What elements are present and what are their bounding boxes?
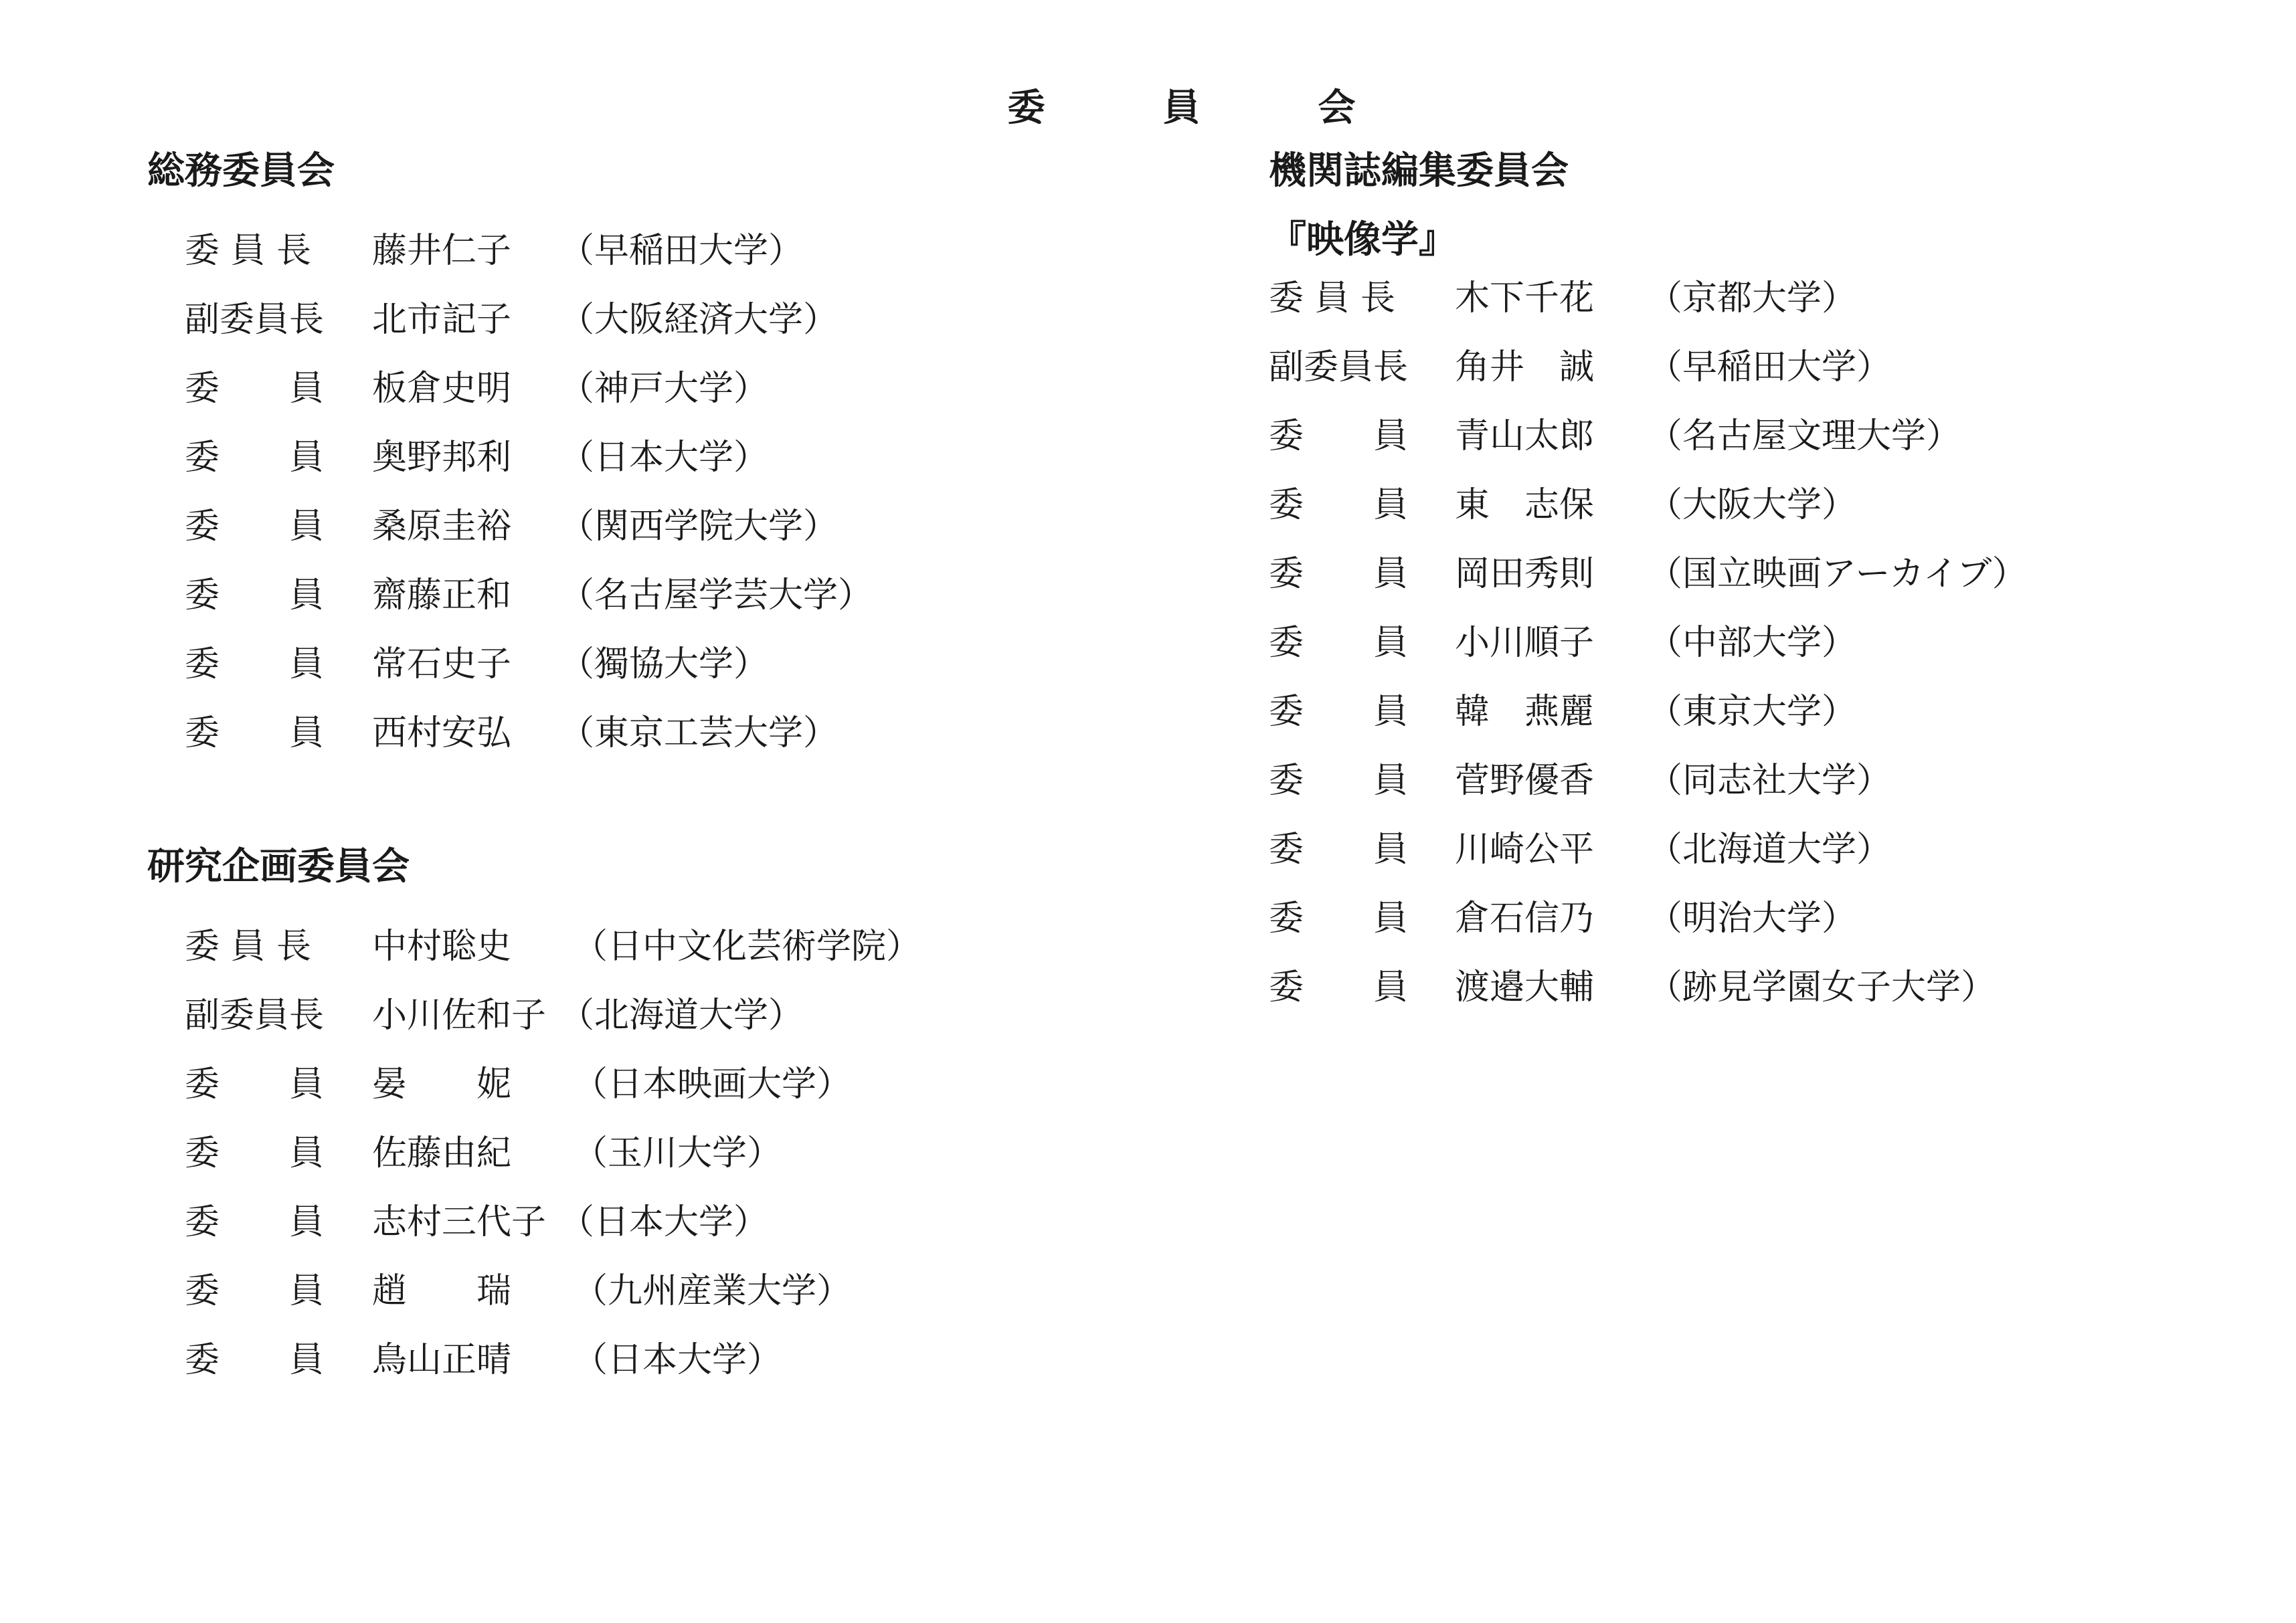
member-row [1269,747,2273,816]
member-role: 委 員 [1269,898,1409,939]
member-role: 委 員 [1269,623,1409,663]
member-role: 委 員 長 [185,231,312,271]
section-heading-journal-editorial: 機関誌編集委員会 [1269,149,1569,193]
member-affiliation: （名古屋学芸大学） [559,575,873,615]
member-role: 委 員 [185,713,325,753]
journal-title: 『映像学』 [1269,218,1456,262]
member-affiliation: （明治大学） [1648,898,1857,939]
member-row [147,217,1164,286]
member-name: 青山太郎 [1455,416,1595,456]
member-affiliation: （九州産業大学） [573,1271,852,1311]
member-name: 岡田秀則 [1455,554,1595,594]
member-name: 西村安弘 [372,713,512,753]
member-row [1269,471,2273,540]
member-name: 常石史子 [372,644,512,684]
member-affiliation: （北海道大学） [1648,830,1892,870]
member-role: 委 員 [185,644,325,684]
member-name: 鳥山正晴 [372,1340,512,1380]
member-list-research-planning [147,913,1164,1395]
member-affiliation: （跡見学園女子大学） [1648,967,1996,1008]
member-row [147,1050,1164,1119]
member-row [1269,333,2273,402]
member-row [147,561,1164,630]
member-row [147,913,1164,981]
member-affiliation: （関西学院大学） [559,506,838,547]
member-name: 板倉史明 [372,369,512,409]
member-affiliation: （京都大学） [1648,278,1857,318]
member-name: 佐藤由紀 [372,1133,512,1173]
member-affiliation: （獨協大学） [559,644,769,684]
left-column [147,147,1164,1395]
member-name: 志村三代子 [372,1202,547,1242]
member-name: 晏 妮 [372,1064,512,1105]
member-row [147,1257,1164,1326]
member-affiliation: （国立映画アーカイブ） [1648,554,2027,594]
member-role: 委 員 [185,1064,325,1105]
member-row [147,286,1164,355]
member-affiliation: （大阪経済大学） [559,300,838,340]
right-column [1269,147,2273,1022]
member-role: 委 員 長 [185,927,312,967]
member-role: 委 員 [185,1202,325,1242]
member-name: 東 志保 [1455,485,1595,525]
page-title: 委 員 会 [1007,86,1396,130]
member-role: 委 員 [1269,554,1409,594]
member-name: 角井 誠 [1455,347,1595,387]
member-affiliation: （東京工芸大学） [559,713,838,753]
member-name: 桑原圭裕 [372,506,512,547]
member-name: 菅野優香 [1455,761,1595,801]
member-affiliation: （日本映画大学） [573,1064,852,1105]
member-name: 小川順子 [1455,623,1595,663]
member-role: 委 員 [1269,761,1409,801]
member-role: 委 員 [185,575,325,615]
member-row [147,355,1164,423]
member-row [147,492,1164,561]
member-row [1269,609,2273,678]
member-role: 委 員 [185,1133,325,1173]
member-row [1269,540,2273,609]
member-role: 委 員 [185,1271,325,1311]
member-affiliation: （日本大学） [559,438,769,478]
member-name: 藤井仁子 [372,231,512,271]
section-heading-general-affairs: 総務委員会 [147,149,335,193]
member-row [147,1326,1164,1395]
member-row [147,423,1164,492]
member-affiliation: （早稲田大学） [1648,347,1892,387]
member-name: 倉石信乃 [1455,898,1595,939]
member-affiliation: （玉川大学） [573,1133,782,1173]
member-row [147,1119,1164,1188]
member-name: 渡邉大輔 [1455,967,1595,1008]
member-role: 副委員長 [185,995,325,1036]
member-role: 委 員 [185,506,325,547]
member-row [1269,264,2273,333]
member-name: 韓 燕麗 [1455,692,1595,732]
member-affiliation: （北海道大学） [559,995,804,1036]
section-heading-research-planning: 研究企画委員会 [147,845,410,888]
member-row [1269,402,2273,471]
member-name: 川崎公平 [1455,830,1595,870]
member-role: 委 員 [185,438,325,478]
member-affiliation: （日本大学） [559,1202,769,1242]
member-affiliation: （早稲田大学） [559,231,804,271]
member-row [1269,884,2273,953]
member-role: 委 員 [185,369,325,409]
member-role: 委 員 [1269,692,1409,732]
member-role: 委 員 [1269,830,1409,870]
member-affiliation: （神戸大学） [559,369,769,409]
member-name: 木下千花 [1455,278,1595,318]
member-role: 委 員 長 [1269,278,1396,318]
member-affiliation: （大阪大学） [1648,485,1857,525]
member-name: 小川佐和子 [372,995,547,1036]
member-row [147,981,1164,1050]
member-name: 趙 瑞 [372,1271,512,1311]
member-row [147,699,1164,768]
member-name: 北市記子 [372,300,512,340]
member-affiliation: （東京大学） [1648,692,1857,732]
member-affiliation: （中部大学） [1648,623,1857,663]
member-role: 委 員 [1269,416,1409,456]
member-affiliation: （同志社大学） [1648,761,1892,801]
member-role: 副委員長 [185,300,325,340]
member-list-general-affairs [147,217,1164,768]
member-affiliation: （日中文化芸術学院） [573,927,921,967]
member-row [1269,816,2273,884]
member-list-journal-editorial [1269,264,2273,1022]
member-row [147,1188,1164,1257]
member-role: 委 員 [1269,485,1409,525]
member-name: 齋藤正和 [372,575,512,615]
member-affiliation: （日本大学） [573,1340,782,1380]
member-affiliation: （名古屋文理大学） [1648,416,1961,456]
member-role: 副委員長 [1269,347,1409,387]
member-row [1269,678,2273,747]
member-role: 委 員 [1269,967,1409,1008]
member-role: 委 員 [185,1340,325,1380]
member-row [147,630,1164,699]
member-row [1269,953,2273,1022]
member-name: 奥野邦利 [372,438,512,478]
member-name: 中村聡史 [372,927,512,967]
